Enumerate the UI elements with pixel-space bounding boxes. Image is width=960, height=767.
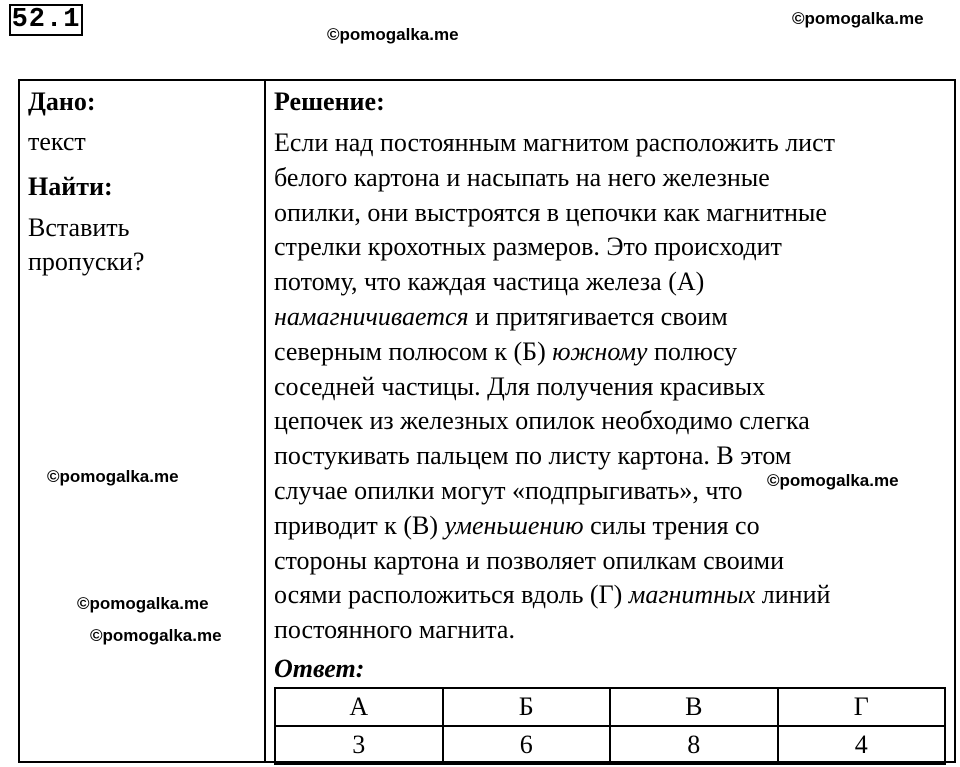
- answer-header-cell: Г: [778, 688, 946, 726]
- answer-header-cell: А: [275, 688, 443, 726]
- given-value: текст: [28, 127, 86, 156]
- answer-value-cell: 6: [443, 726, 611, 764]
- watermark: ©pomogalka.me: [327, 25, 459, 44]
- watermark: ©pomogalka.me: [767, 471, 899, 490]
- solution-line: осями расположиться вдоль (Г) магнитных линий: [274, 580, 831, 610]
- watermark: ©pomogalka.me: [47, 467, 179, 486]
- answer-g-word: магнитных: [628, 580, 756, 610]
- problem-number: 52.1: [9, 4, 83, 36]
- answer-a-word: намагничивается: [274, 301, 469, 331]
- given-label: Дано:: [28, 87, 96, 116]
- find-label: Найти:: [28, 172, 113, 201]
- answer-value-cell: 8: [610, 726, 778, 764]
- solution-label: Решение:: [274, 87, 385, 116]
- watermark: ©pomogalka.me: [90, 626, 222, 645]
- solution-text: [274, 126, 946, 648]
- watermark: ©pomogalka.me: [77, 594, 209, 613]
- watermark: ©pomogalka.me: [792, 9, 924, 28]
- answer-header-row: [275, 688, 945, 726]
- column-divider: [264, 81, 266, 761]
- answer-value-row: [275, 726, 945, 764]
- solution-line: потому, что каждая частица железа (А): [274, 267, 705, 297]
- answer-v-word: уменьшению: [444, 510, 584, 540]
- answer-header-cell: В: [610, 688, 778, 726]
- problem-table: [18, 79, 956, 763]
- find-value-line: пропуски?: [28, 247, 145, 276]
- solution-line: Если над постоянным магнитом расположить лист: [274, 128, 835, 157]
- solution-line: цепочек из железных опилок необходимо слегка: [274, 406, 810, 436]
- answer-table: [274, 687, 946, 765]
- solution-line: намагничивается и притягивается своим: [274, 301, 728, 331]
- solution-line: случае опилки могут «подпрыгивать», что: [274, 475, 743, 505]
- answer-value-cell: 4: [778, 726, 946, 764]
- solution-line: северным полюсом к (Б) южному полюсу: [274, 336, 738, 366]
- solution-line: соседней частицы. Для получения красивых: [274, 371, 766, 401]
- solution-line: белого картона и насыпать на него железные: [274, 162, 770, 192]
- solution-line: стрелки крохотных размеров. Это происходит: [274, 232, 782, 262]
- solution-line: постукивать пальцем по листу картона. В этом: [274, 441, 792, 471]
- answer-label: Ответ:: [274, 654, 365, 683]
- solution-line: стороны картона и позволяет опилкам своими: [274, 545, 784, 575]
- answer-header-cell: Б: [443, 688, 611, 726]
- solution-line: приводит к (В) уменьшению силы трения со: [274, 510, 760, 540]
- find-value-line: Вставить: [28, 213, 130, 242]
- solution-line: постоянного магнита.: [274, 615, 515, 645]
- answer-value-cell: 3: [275, 726, 443, 764]
- answer-b-word: южному: [552, 336, 648, 366]
- solution-line: опилки, они выстроятся в цепочки как магнитные: [274, 197, 827, 227]
